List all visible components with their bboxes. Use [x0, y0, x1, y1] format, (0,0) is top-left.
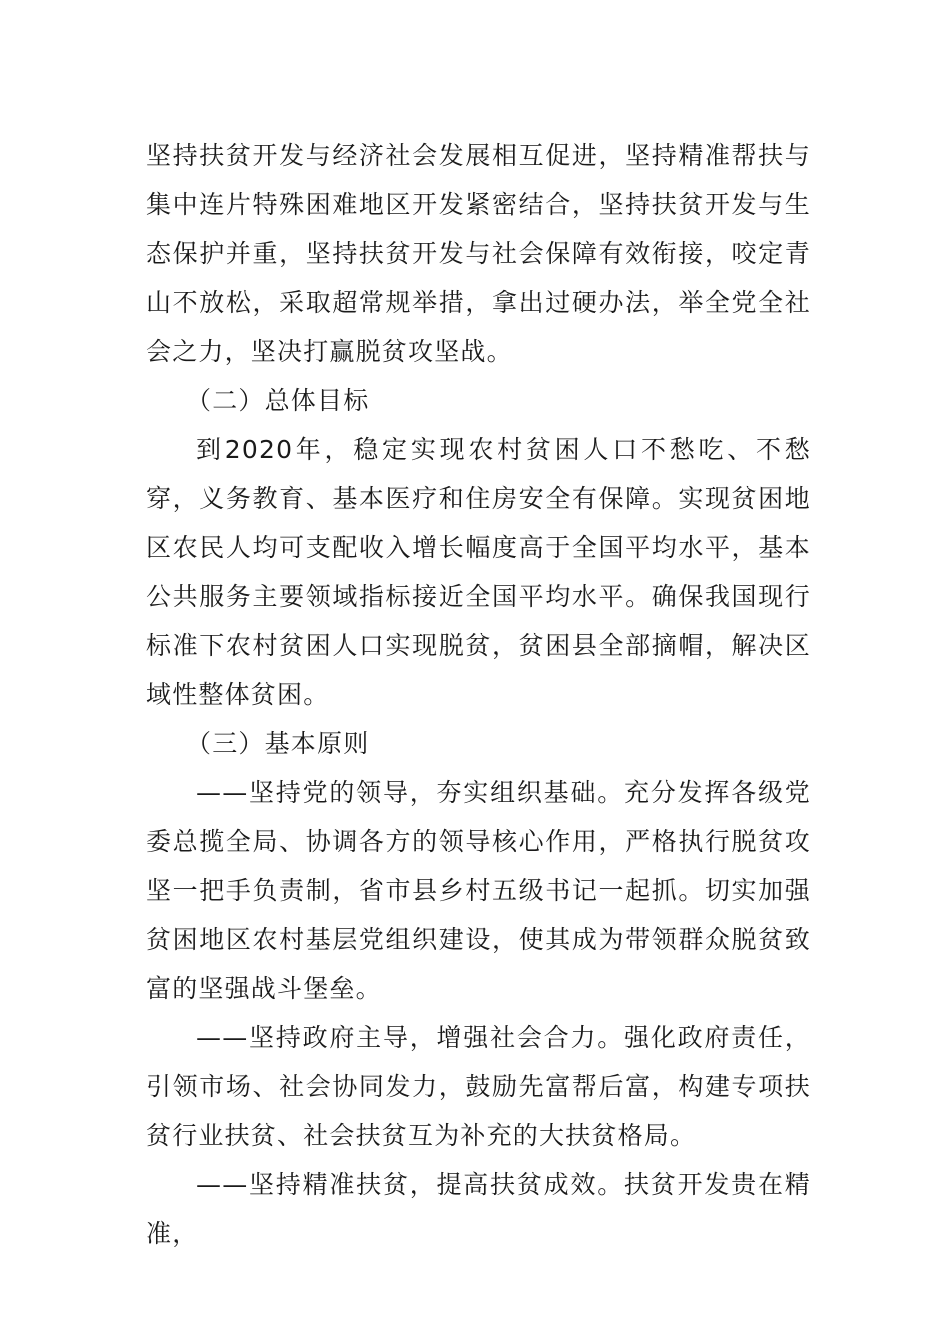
paragraph-continuation: 坚持扶贫开发与经济社会发展相互促进，坚持精准帮扶与集中连片特殊困难地区开发紧密结合，坚持扶贫开发与生态保护并重，坚持扶贫开发与社会保障有效衔接，咬定青山不放松，采取超常规举措，拿出过硬办法，举全党全社会之力，坚决打赢脱贫攻坚战。	[146, 141, 811, 366]
document-body	[146, 131, 811, 1258]
section-heading-basic-principles: （三）基本原则	[186, 729, 370, 758]
paragraph-principle-government-led: ——坚持政府主导，增强社会合力。强化政府责任，引领市场、社会协同发力，鼓励先富帮后富，构建专项扶贫行业扶贫、社会扶贫互为补充的大扶贫格局。	[146, 1023, 811, 1150]
section-heading-overall-goal: （二）总体目标	[186, 386, 370, 415]
paragraph-principle-precise-poverty-alleviation: ——坚持精准扶贫，提高扶贫成效。扶贫开发贵在精准，	[146, 1170, 811, 1248]
paragraph-overall-goal: 到2020年，稳定实现农村贫困人口不愁吃、不愁穿，义务教育、基本医疗和住房安全有保障。实现贫困地区农民人均可支配收入增长幅度高于全国平均水平，基本公共服务主要领域指标接近全国平均水平。确保我国现行标准下农村贫困人口实现脱贫，贫困县全部摘帽，解决区域性整体贫困。	[146, 435, 811, 709]
paragraph-principle-party-leadership: ——坚持党的领导，夯实组织基础。充分发挥各级党委总揽全局、协调各方的领导核心作用，严格执行脱贫攻坚一把手负责制，省市县乡村五级书记一起抓。切实加强贫困地区农村基层党组织建设，使其成为带领群众脱贫致富的坚强战斗堡垒。	[146, 778, 811, 1003]
